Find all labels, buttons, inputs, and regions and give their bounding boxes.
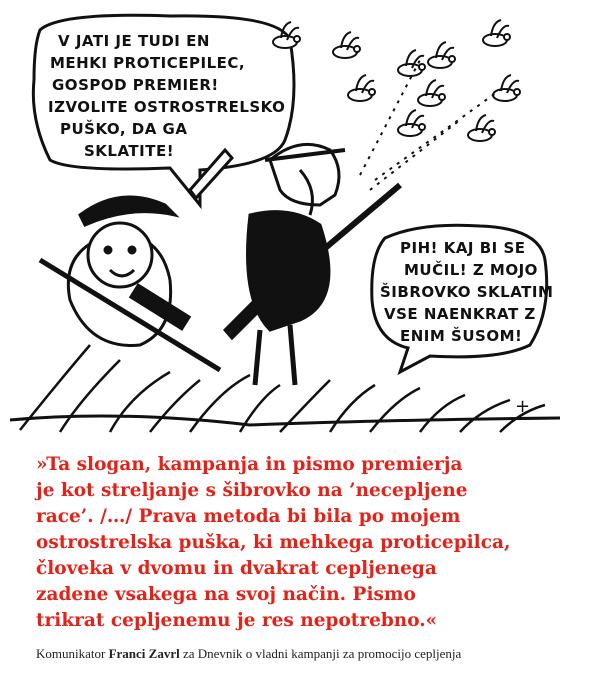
attribution-suffix: za Dnevnik o vladni kampanji za promocijo cepljenja — [182, 646, 462, 661]
bubble-left-line-3: GOSPOD PREMIER! — [52, 76, 219, 94]
quote-attribution — [36, 646, 606, 662]
quote-line: je kot streljanje s šibrovko na ’necepljene — [36, 480, 468, 501]
quote-line: zadene vsakega na svoj način. Pismo — [36, 584, 416, 605]
bubble-right-line-4: VSE NAENKRAT Z — [384, 305, 536, 323]
attribution-name: Franci Zavrl — [108, 646, 180, 661]
bubble-left-line-1: V JATI JE TUDI EN — [58, 32, 210, 50]
bubble-left-line-6: SKLATITE! — [84, 142, 175, 160]
quote-line: ostrostrelska puška, ki mehkega proticepilca, — [36, 532, 511, 553]
bubble-right-line-1: PIH! KAJ BI SE — [400, 239, 526, 257]
bubble-right-line-3: ŠIBROVKO SKLATIM — [380, 283, 554, 301]
quote-line: človeka v dvomu in dvakrat cepljenega — [36, 558, 437, 579]
artist-signature: + — [515, 396, 531, 417]
quote-line: »Ta slogan, kampanja in pismo premierja — [36, 454, 463, 475]
quote-line: trikrat cepljenemu je res nepotrebno.« — [36, 610, 438, 631]
hunter-left-figure — [40, 150, 232, 370]
bubble-left-line-5: PUŠKO, DA GA — [60, 120, 188, 138]
grass — [10, 345, 560, 432]
speech-bubble-right — [372, 225, 554, 372]
bubble-left-line-2: MEHKI PROTICEPILEC, — [50, 54, 246, 72]
bubble-right-line-5: ENIM ŠUSOM! — [400, 327, 523, 345]
pull-quote — [36, 452, 596, 634]
quote-line: race’. /…/ Prava metoda bi bila po mojem — [36, 506, 461, 527]
attribution-prefix: Komunikator — [36, 646, 106, 661]
speech-bubble-left — [33, 15, 294, 205]
bubble-right-line-2: MUČIL! Z MOJO — [404, 261, 538, 279]
bubble-left-line-4: IZVOLITE OSTROSTRELSKO — [48, 98, 286, 116]
